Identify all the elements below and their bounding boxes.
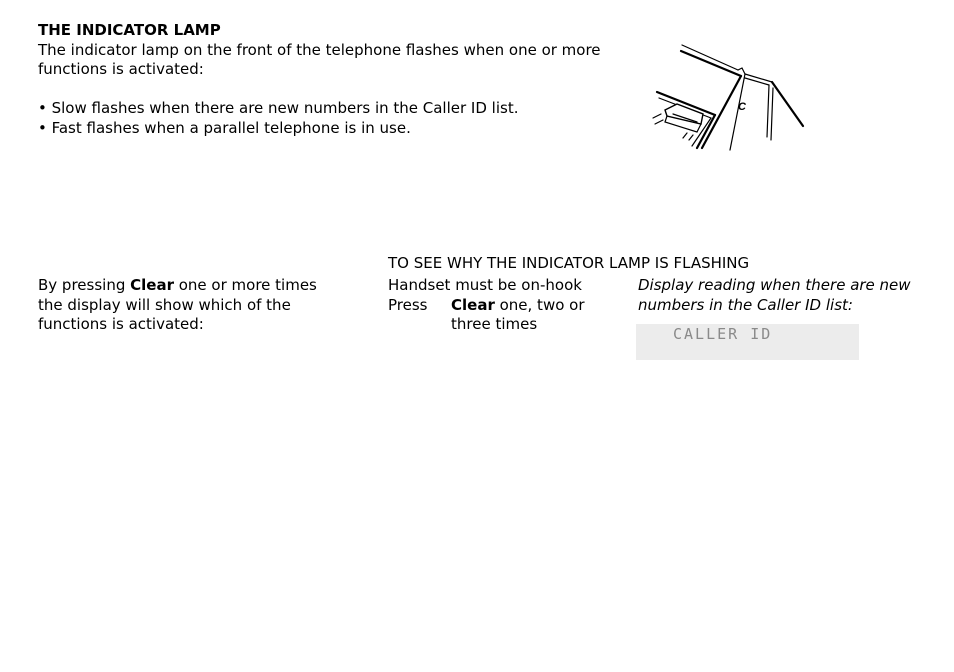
- clear-key-label: Clear: [130, 276, 174, 294]
- flash-types-list: [38, 99, 618, 138]
- press-label: Press: [388, 295, 428, 314]
- telephone-illustration: [645, 40, 810, 155]
- press-step: [388, 296, 598, 335]
- display-caption: Display reading when there are new numbers in the Caller ID list:: [638, 276, 911, 314]
- list-item: • Slow flashes when there are new numbers in the Caller ID list.: [38, 99, 519, 117]
- illustration-label: C: [738, 101, 746, 113]
- clear-key-label: Clear: [451, 295, 495, 314]
- lcd-display: [636, 324, 859, 360]
- display-text: CALLER ID: [673, 325, 773, 343]
- telephone-indicator-lamp-illustration-icon: [645, 40, 810, 155]
- press-count: one, two or three times: [451, 295, 585, 333]
- press-instruction: [451, 296, 586, 335]
- on-hook-requirement: Handset must be on-hook: [388, 276, 582, 294]
- flashing-section-heading: TO SEE WHY THE INDICATOR LAMP IS FLASHING: [388, 254, 750, 272]
- instruction-prefix: By pressing: [38, 276, 131, 294]
- indicator-lamp-section: [38, 21, 618, 138]
- list-item: • Fast flashes when a parallel telephone is in use.: [38, 118, 411, 137]
- intro-paragraph: The indicator lamp on the front of the telephone flashes when one or more functions is activated:: [38, 40, 601, 78]
- section-heading: THE INDICATOR LAMP: [38, 21, 221, 39]
- clear-instructions: [38, 276, 328, 335]
- procedure-steps: [388, 276, 598, 335]
- instruction-suffix: one or more times the display will show which of the functions is activated:: [38, 276, 317, 333]
